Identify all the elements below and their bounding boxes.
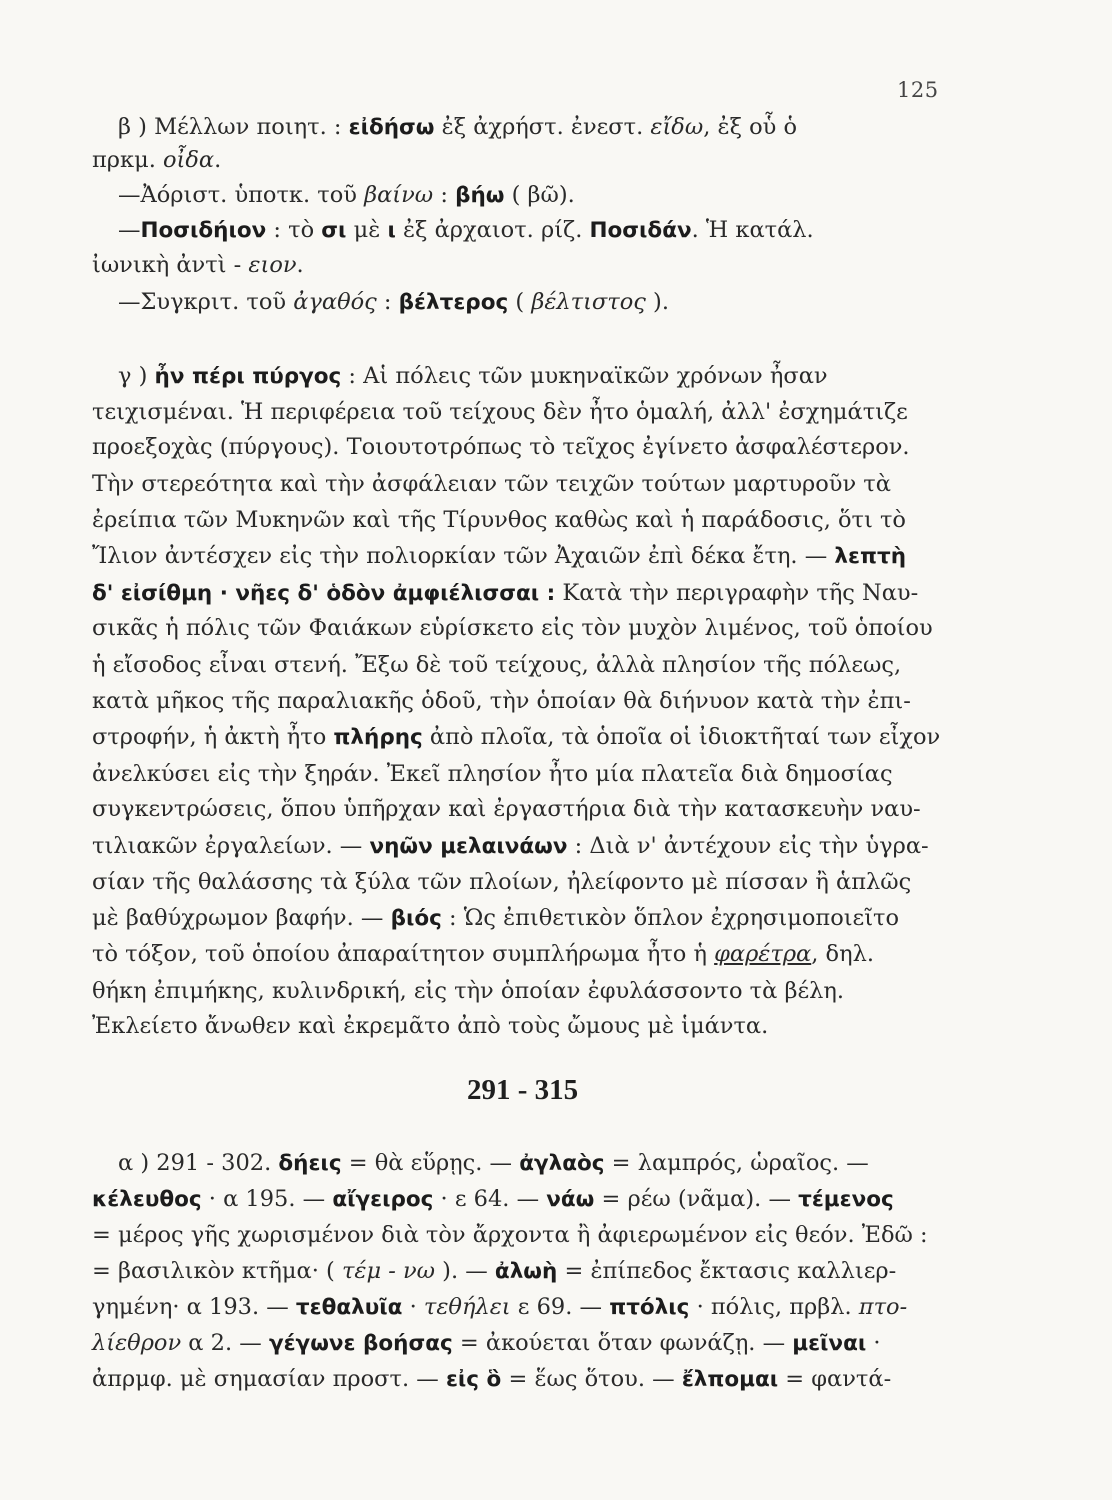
text-line: —Συγκριτ. τοῦ ἀγαθός : βέλτερος ( βέλτιστος ). (118, 289, 669, 315)
text-line: Τὴν στερεότητα καὶ τὴν ἀσφάλειαν τῶν τειχῶν τούτων μαρτυροῦν τὰ (92, 471, 891, 497)
text-line: —Ἀόριστ. ὑποτκ. τοῦ βαίνω : βήω ( βῶ). (118, 182, 575, 208)
text-line: ἀνελκύσει εἰς τὴν ξηράν. Ἐκεῖ πλησίον ἦτο μία πλατεῖα διὰ δημοσίας (92, 761, 893, 787)
text-line: δ' εἰσίθμη · νῆες δ' ὁδὸν ἀμφιέλισσαι : Κατὰ τὴν περιγραφὴν τῆς Ναυ- (92, 580, 919, 606)
text-line: ἐρείπια τῶν Μυκηνῶν καὶ τῆς Τίρυνθος καθὼς καὶ ἡ παράδοσις, ὅτι τὸ (92, 507, 906, 533)
text-line: ἀπρμφ. μὲ σημασίαν προστ. — εἰς ὃ = ἕως ὅτου. — ἔλπομαι = φαντά- (92, 1366, 892, 1392)
text-line: —Ποσιδήιον : τὸ σι μὲ ι ἐξ ἀρχαιοτ. ρίζ. Ποσιδάν. Ἡ κατάλ. (118, 217, 814, 243)
text-line: κατὰ μῆκος τῆς παραλιακῆς ὁδοῦ, τὴν ὁποίαν θὰ διήνυον κατὰ τὴν ἐπι- (92, 688, 911, 714)
text-line: = μέρος γῆς χωρισμένον διὰ τὸν ἄρχοντα ἢ ἀφιερωμένον εἰς θεόν. Ἐδῶ : (92, 1222, 928, 1248)
text-line: μὲ βαθύχρωμον βαφήν. — βιός : Ὡς ἐπιθετικὸν ὅπλον ἐχρησιμοποιεῖτο (92, 905, 900, 931)
text-line: λίεθρον α 2. — γέγωνε βοήσας = ἀκούεται ὅταν φωνάζῃ. — μεῖναι · (92, 1330, 881, 1356)
text-line: τειχισμέναι. Ἡ περιφέρεια τοῦ τείχους δὲν ἦτο ὁμαλή, ἀλλ' ἐσχημάτιζε (92, 399, 908, 425)
text-line: = βασιλικὸν κτῆμα· ( τέμ - νω ). — ἀλωὴ = ἐπίπεδος ἔκτασις καλλιερ- (92, 1258, 897, 1284)
page-number: 125 (897, 78, 939, 102)
text-line: θήκη ἐπιμήκης, κυλινδρική, εἰς τὴν ὁποίαν ἐφυλάσσοντο τὰ βέλη. (92, 978, 845, 1004)
text-line: κέλευθος · α 195. — αἴγειρος · ε 64. — νάω = ρέω (νᾶμα). — τέμενος (92, 1186, 894, 1212)
text-line: ἰωνικὴ ἀντὶ - ειον. (92, 252, 304, 278)
text-line: σικᾶς ἡ πόλις τῶν Φαιάκων εὑρίσκετο εἰς τὸν μυχὸν λιμένος, τοῦ ὁποίου (92, 615, 933, 641)
section-heading: 291 - 315 (467, 1074, 579, 1106)
text-line: β ) Μέλλων ποιητ. : εἰδήσω ἐξ ἀχρήστ. ἐνεστ. εἴδω, ἐξ οὗ ὁ (118, 114, 798, 140)
text-line: Ἐκλείετο ἄνωθεν καὶ ἐκρεμᾶτο ἀπὸ τοὺς ὤμους μὲ ἱμάντα. (92, 1013, 769, 1039)
text-line: Ἴλιον ἀντέσχεν εἰς τὴν πολιορκίαν τῶν Ἀχαιῶν ἐπὶ δέκα ἔτη. — λεπτὴ (92, 543, 906, 569)
text-line: τιλιακῶν ἐργαλείων. — νηῶν μελαινάων : Διὰ ν' ἀντέχουν εἰς τὴν ὑγρα- (92, 833, 929, 859)
text-line: γημένη· α 193. — τεθαλυῖα · τεθήλει ε 69. — πτόλις · πόλις, πρβλ. πτο- (92, 1294, 908, 1320)
text-line: στροφήν, ἡ ἀκτὴ ἦτο πλήρης ἀπὸ πλοῖα, τὰ ὁποῖα οἱ ἰδιοκτῆταί των εἶχον (92, 724, 941, 750)
text-line: ἡ εἴσοδος εἶναι στενή. Ἔξω δὲ τοῦ τείχους, ἀλλὰ πλησίον τῆς πόλεως, (92, 652, 902, 678)
text-line: συγκεντρώσεις, ὅπου ὑπῆρχαν καὶ ἐργαστήρια διὰ τὴν κατασκευὴν ναυ- (92, 796, 921, 822)
text-line: γ ) ἦν πέρι πύργος : Αἱ πόλεις τῶν μυκηναϊκῶν χρόνων ἦσαν (118, 363, 828, 389)
text-line: σίαν τῆς θαλάσσης τὰ ξύλα τῶν πλοίων, ἠλείφοντο μὲ πίσσαν ἢ ἁπλῶς (92, 869, 912, 895)
text-line: α ) 291 - 302. δήεις = θὰ εὕρῃς. — ἀγλαὸς = λαμπρός, ὡραῖος. — (118, 1150, 869, 1176)
text-line: πρκμ. οἶδα. (92, 147, 222, 173)
text-line: τὸ τόξον, τοῦ ὁποίου ἀπαραίτητον συμπλήρωμα ἦτο ἡ φαρέτρα, δηλ. (92, 941, 874, 967)
text-line: προεξοχὰς (πύργους). Τοιουτοτρόπως τὸ τεῖχος ἐγίνετο ἀσφαλέστερον. (92, 434, 910, 460)
